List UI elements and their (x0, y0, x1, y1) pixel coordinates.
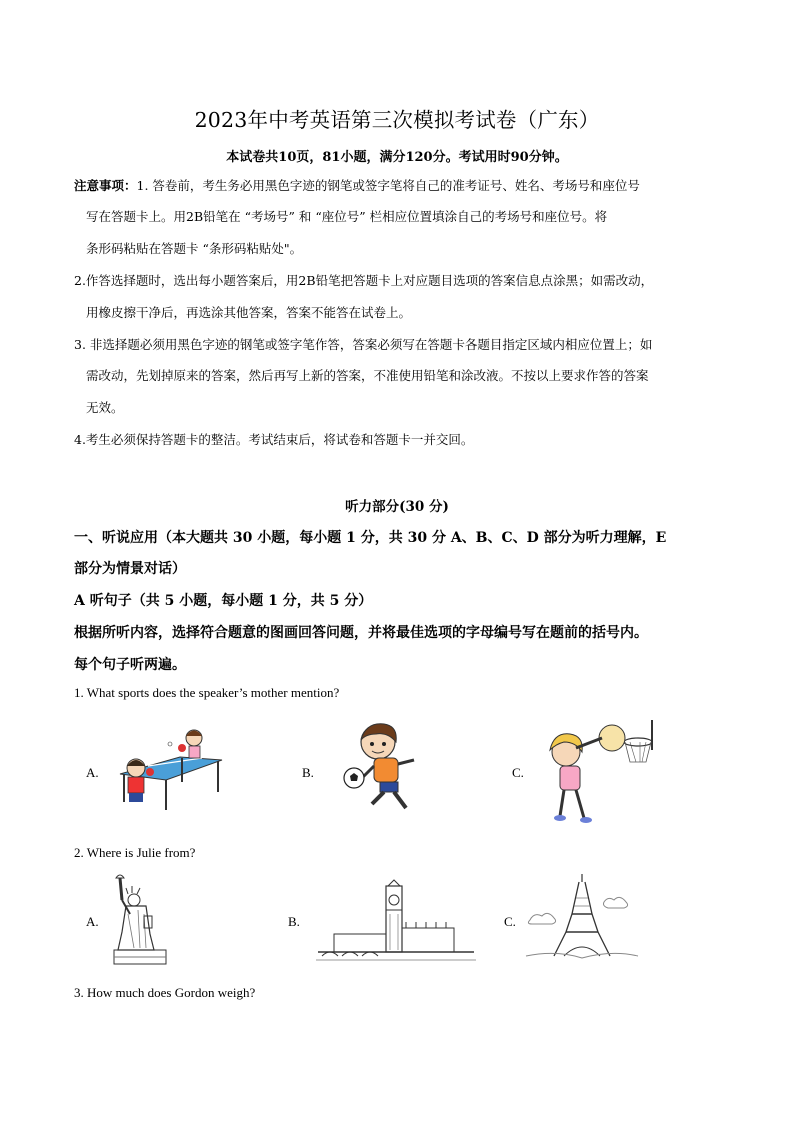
subsection-heading: A 听句子（共 5 小题，每小题 1 分，共 5 分） (74, 593, 373, 609)
question-text: 2. Where is Julie from? (74, 845, 196, 860)
notes-line: 需改动，先划掉原来的答案，然后再写上新的答案，不准使用铅笔和涂改液。不按以上要求作答的答案 (86, 368, 649, 383)
option-label: B. (302, 765, 314, 780)
table-tennis-picture (110, 722, 228, 817)
basketball-picture (540, 720, 660, 830)
notes-line: 3. 非选择题必须用黑色字迹的钢笔或签字笔作答，答案必须写在答题卡各题目指定区域内相应位置上；如 (74, 337, 653, 352)
instruction: 根据所听内容，选择符合题意的图画回答问题，并将最佳选项的字母编号写在题前的括号内。 (74, 625, 648, 641)
big-ben-picture (316, 880, 476, 962)
option-label: A. (86, 765, 99, 780)
option-label: C. (512, 765, 524, 780)
notes-line: 2.作答选择题时，选出每小题答案后，用2B铅笔把答题卡上对应题目选项的答案信息点涂黑；如需改动， (74, 273, 654, 288)
statue-of-liberty-picture (110, 874, 190, 966)
football-picture (336, 720, 422, 820)
exam-summary: 本试卷共10页，81小题，满分120分。考试用时90分钟。 (226, 150, 568, 165)
page-title: 2023年中考英语第三次模拟考试卷（广东） (194, 108, 600, 132)
notes-line: 4.考生必须保持答题卡的整洁。考试结束后，将试卷和答题卡一并交回。 (74, 432, 474, 447)
notes-line: 1. 答卷前，考生务必用黑色字迹的钢笔或签字笔将自己的准考证号、姓名、考场号和座位号 (136, 178, 640, 193)
section-title: 听力部分(30 分) (345, 499, 449, 515)
instruction: 每个句子听两遍。 (74, 657, 186, 673)
question-text: 3. How much does Gordon weigh? (74, 985, 256, 1000)
notes-line: 无效。 (86, 400, 124, 415)
question-text: 1. What sports does the speaker’s mother mention? (74, 685, 340, 700)
notes-line: 用橡皮擦干净后，再选涂其他答案，答案不能答在试卷上。 (86, 305, 412, 320)
option-label: C. (504, 914, 516, 929)
eiffel-tower-picture (526, 872, 638, 964)
part-heading: 部分为情景对话） (74, 561, 186, 577)
option-label: B. (288, 914, 300, 929)
option-label: A. (86, 914, 99, 929)
notes-label: 注意事项： (74, 178, 137, 193)
notes-line: 写在答题卡上。用2B铅笔在 “考场号” 和 “座位号” 栏相应位置填涂自己的考场号和座位号。将 (86, 209, 608, 224)
notes-first-line (74, 178, 640, 194)
part-heading: 一、听说应用（本大题共 30 小题，每小题 1 分，共 30 分 A、B、C、D 部分为听力理解，E (74, 530, 667, 546)
notes-line: 条形码粘贴在答题卡 “条形码粘贴处"。 (86, 241, 303, 256)
